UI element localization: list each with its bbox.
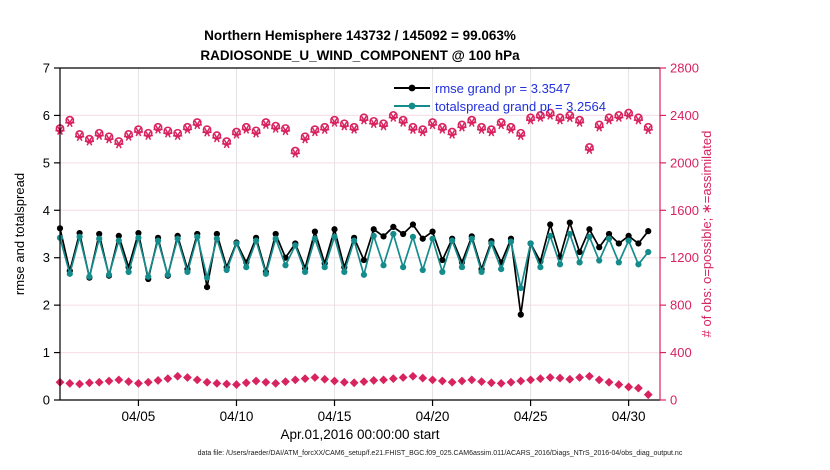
- svg-text:800: 800: [670, 297, 692, 313]
- svg-text:1: 1: [42, 345, 50, 361]
- chart-title-line2: RADIOSONDE_U_WIND_COMPONENT @ 100 hPa: [200, 48, 520, 63]
- legend-label-rmse: rmse grand pr = 3.3547: [435, 80, 571, 96]
- legend-label-totalspread: totalspread grand pr = 3.2564: [435, 98, 606, 114]
- legend-sample-rmse-line-icon: [393, 82, 431, 94]
- svg-text:04/20: 04/20: [415, 409, 450, 424]
- svg-text:4: 4: [42, 202, 50, 218]
- svg-text:04/10: 04/10: [219, 409, 254, 424]
- svg-text:0: 0: [42, 392, 50, 408]
- left-axis-label: rmse and totalspread: [12, 172, 27, 296]
- svg-text:3: 3: [42, 250, 50, 266]
- svg-text:04/05: 04/05: [121, 409, 156, 424]
- legend-entry-totalspread: [393, 97, 606, 115]
- series-n_obs_lower_band: [56, 372, 653, 399]
- legend-entry-rmse: [393, 79, 606, 97]
- chart-title-line1: Northern Hemisphere 143732 / 145092 = 99.063%: [204, 28, 516, 43]
- svg-text:2000: 2000: [670, 155, 699, 171]
- svg-text:2400: 2400: [670, 107, 699, 123]
- svg-text:04/25: 04/25: [513, 409, 548, 424]
- svg-text:6: 6: [42, 107, 50, 123]
- svg-text:0: 0: [670, 392, 678, 408]
- series-totalspread: [57, 231, 651, 291]
- legend: [393, 79, 606, 115]
- chart-title: [0, 26, 720, 66]
- svg-text:400: 400: [670, 345, 692, 361]
- svg-text:7: 7: [42, 60, 50, 76]
- svg-text:2: 2: [42, 297, 50, 313]
- svg-text:1200: 1200: [670, 250, 699, 266]
- legend-sample-totalspread-line-icon: [393, 100, 431, 112]
- svg-text:04/30: 04/30: [611, 409, 646, 424]
- right-axis-label: # of obs: o=possible; ∗=assimilated: [699, 130, 714, 338]
- x-axis-label: Apr.01,2016 00:00:00 start: [280, 427, 440, 442]
- svg-text:04/15: 04/15: [317, 409, 352, 424]
- data-file-path: data file: /Users/raeder/DAI/ATM_forcXX/CAM6_setup/f.e21.FHIST_BGC.f09_025.CAM6assim.011/ACARS_2016/Diags_NTrS_2016-04/obs_diag_output.nc: [197, 450, 683, 457]
- svg-text:5: 5: [42, 155, 50, 171]
- svg-text:2800: 2800: [670, 60, 699, 76]
- svg-text:1600: 1600: [670, 202, 699, 218]
